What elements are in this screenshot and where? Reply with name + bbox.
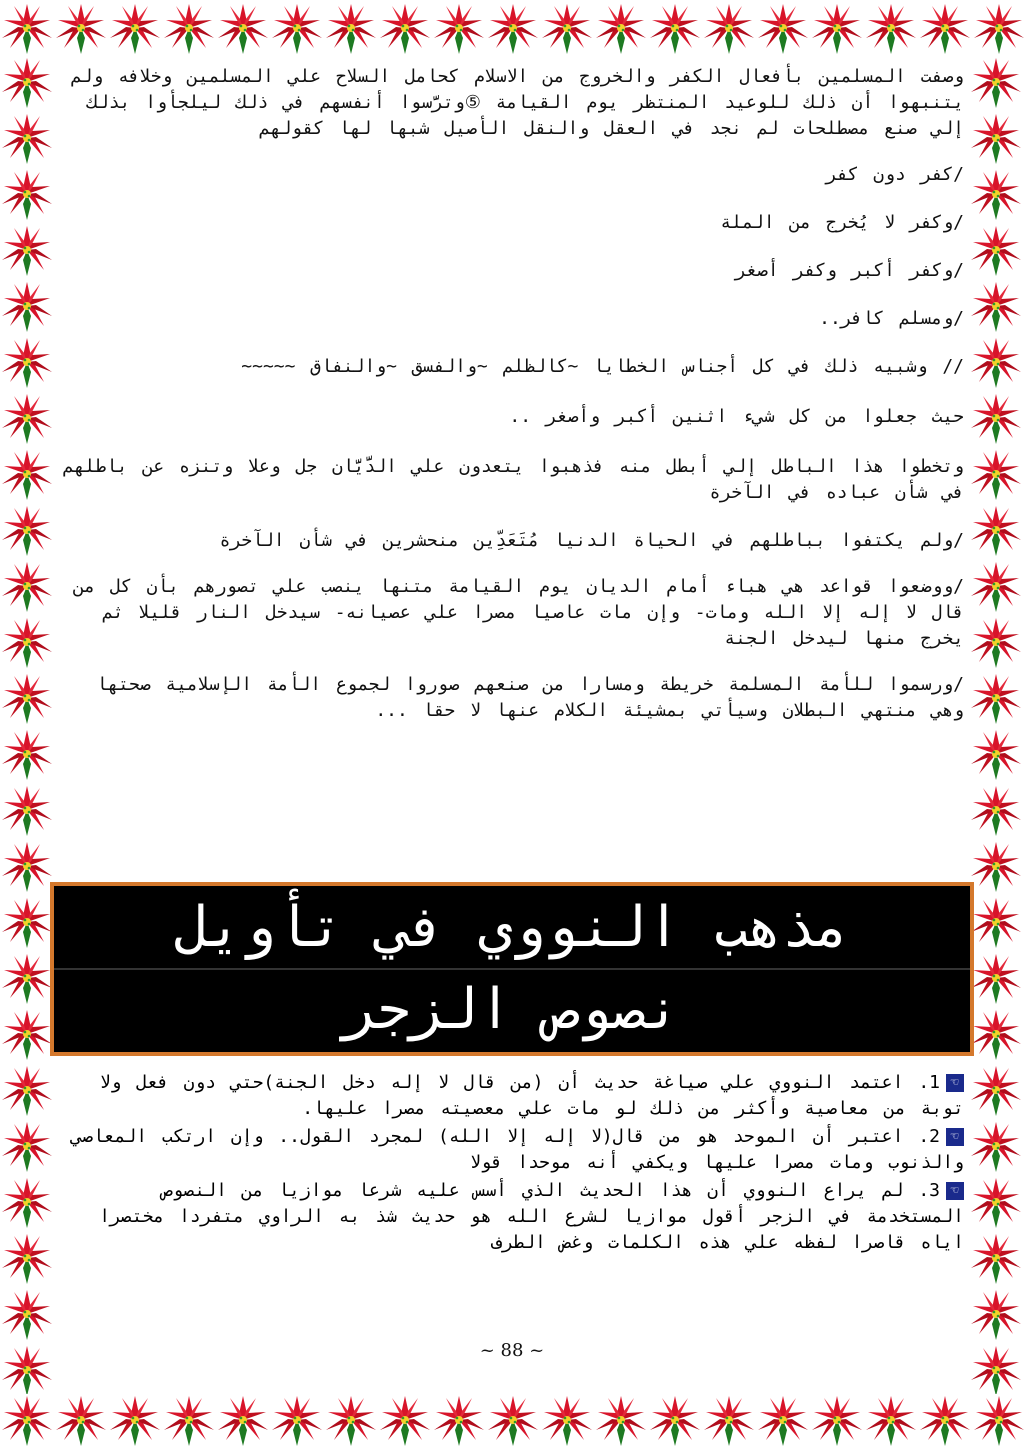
poinsettia-icon — [918, 0, 972, 56]
poinsettia-icon — [540, 0, 594, 56]
list-item — [58, 1124, 964, 1176]
poinsettia-icon — [0, 1006, 54, 1062]
poinsettia-icon — [378, 0, 432, 56]
poinsettia-icon — [0, 222, 54, 278]
paragraph: /ورسموا للأمة المسلمة خريطة ومسارا من صنعهم صوروا لجموع الأمة الإسلامية صحتها وهي منتهي البطلان وسيأتي بمشيئة الكلام عنها لا حقا ... — [96, 674, 964, 721]
item-number: 3. — [918, 1180, 940, 1201]
poinsettia-icon — [972, 1392, 1024, 1448]
poinsettia-icon — [969, 950, 1023, 1006]
poinsettia-icon — [594, 0, 648, 56]
poinsettia-icon — [969, 1118, 1023, 1174]
poinsettia-icon — [969, 782, 1023, 838]
poinsettia-icon — [270, 0, 324, 56]
border-top — [0, 0, 1024, 62]
poinsettia-icon — [969, 502, 1023, 558]
poinsettia-icon — [0, 1230, 54, 1286]
paragraph: // وشبيه ذلك في كل أجناس الخطايا ~كالظلم ~والفسق ~والنفاق ~~~~~ — [241, 356, 964, 377]
poinsettia-icon — [864, 1392, 918, 1448]
poinsettia-icon — [432, 0, 486, 56]
numbered-list — [58, 1070, 964, 1258]
poinsettia-icon — [0, 1392, 54, 1448]
poinsettia-icon — [0, 894, 54, 950]
item-text: لم يراع النووي أن هذا الحديث الذي أسس عليه شرعا موازيا من النصوص المستخدمة في الزجر أقول موازيا لشرع الله هو حديث شذ به الراوي متفردا مختصرا اياه قاصرا لفظه علي هذه الكلمات وغض الطرف — [99, 1180, 964, 1253]
paragraph: وتخطوا هذا الباطل إلي أبطل منه فذهبوا يتعدون علي الدَّيَّان جل وعلا وتنزه عن باطلهم في شأن عباده في الآخرة — [62, 456, 964, 503]
paragraph: حيث جعلوا من كل شيء اثنين أكبر وأصغر .. — [509, 406, 964, 427]
poinsettia-icon — [648, 0, 702, 56]
paragraph: /كفر دون كفر — [825, 164, 964, 185]
heading-line-2: نصوص الزجر — [343, 977, 681, 1042]
poinsettia-icon — [969, 670, 1023, 726]
poinsettia-icon — [969, 1286, 1023, 1342]
poinsettia-icon — [108, 1392, 162, 1448]
poinsettia-icon — [0, 558, 54, 614]
poinsettia-icon — [969, 558, 1023, 614]
border-left — [0, 54, 55, 1394]
item-number: 2. — [918, 1126, 940, 1147]
page-number: ~ 88 ~ — [479, 1340, 545, 1361]
paragraph: /وكفر أكبر وكفر أصغر — [735, 260, 964, 281]
poinsettia-icon — [969, 894, 1023, 950]
poinsettia-icon — [0, 278, 54, 334]
poinsettia-icon — [969, 54, 1023, 110]
poinsettia-icon — [0, 390, 54, 446]
poinsettia-icon — [0, 670, 54, 726]
poinsettia-icon — [969, 390, 1023, 446]
poinsettia-icon — [0, 726, 54, 782]
poinsettia-icon — [702, 0, 756, 56]
poinsettia-icon — [0, 1286, 54, 1342]
poinsettia-icon — [216, 0, 270, 56]
item-number: 1. — [918, 1072, 940, 1093]
paragraph: /ووضعوا قواعد هي هباء أمام الديان يوم القيامة متنها ينصب علي تصورهم بأن كل من قال لا إله إلا الله ومات- وإن مات عاصيا مصرا علي عصيانه- سيدخل النار قليلا ثم يخرج منها ليدخل الجنة — [73, 576, 964, 649]
poinsettia-icon — [0, 950, 54, 1006]
poinsettia-icon — [0, 54, 54, 110]
poinsettia-icon — [0, 614, 54, 670]
poinsettia-icon — [594, 1392, 648, 1448]
item-text: اعتبر أن الموحد هو من قال(لا إله إلا الله) لمجرد القول.. وإن ارتكب المعاصي والذنوب ومات مصرا عليها ويكفي أنه موحدا قولا — [71, 1126, 964, 1173]
poinsettia-icon — [918, 1392, 972, 1448]
poinsettia-icon — [378, 1392, 432, 1448]
heading-line-1: مذهب النووي في تأويل — [174, 895, 850, 960]
poinsettia-icon — [162, 0, 216, 56]
poinsettia-icon — [969, 222, 1023, 278]
item-text: اعتمد النووي علي صياغة حديث أن (من قال لا إله دخل الجنة)حتي دون فعل ولا توبة من معاصية وأكثر من ذلك لو مات علي معصيته مصرا عليها. — [99, 1072, 964, 1119]
poinsettia-icon — [0, 1118, 54, 1174]
poinsettia-icon — [54, 0, 108, 56]
poinsettia-icon — [486, 1392, 540, 1448]
paragraph: وصفت المسلمين بأفعال الكفر والخروج من الاسلام كحامل السلاح علي المسلمين وخلافه ولم يتنبهوا أن ذلك للوعيد المنتظر يوم القيامة ⑤وترَّسوا أنفسهم في ذلك ليلجأوا بذلك إلي صنع مصطلحات لم نجد في العقل والنقل الأصيل شبها لها كقولهم — [70, 66, 964, 139]
poinsettia-icon — [756, 1392, 810, 1448]
poinsettia-icon — [969, 110, 1023, 166]
pointing-hand-icon: ☜ — [946, 1074, 964, 1092]
poinsettia-icon — [0, 334, 54, 390]
list-item — [58, 1070, 964, 1122]
poinsettia-icon — [486, 0, 540, 56]
list-item — [58, 1178, 964, 1256]
poinsettia-icon — [0, 782, 54, 838]
poinsettia-icon — [0, 166, 54, 222]
poinsettia-icon — [0, 1174, 54, 1230]
poinsettia-icon — [54, 1392, 108, 1448]
poinsettia-icon — [969, 1006, 1023, 1062]
poinsettia-icon — [216, 1392, 270, 1448]
section-heading — [50, 882, 974, 1056]
poinsettia-icon — [969, 334, 1023, 390]
poinsettia-icon — [969, 166, 1023, 222]
poinsettia-icon — [270, 1392, 324, 1448]
poinsettia-icon — [648, 1392, 702, 1448]
poinsettia-icon — [540, 1392, 594, 1448]
poinsettia-icon — [162, 1392, 216, 1448]
border-bottom — [0, 1392, 1024, 1449]
poinsettia-icon — [324, 1392, 378, 1448]
paragraph: /وكفر لا يُخرج من الملة — [720, 212, 964, 233]
poinsettia-icon — [0, 502, 54, 558]
poinsettia-icon — [969, 1230, 1023, 1286]
pointing-hand-icon: ☜ — [946, 1182, 964, 1200]
poinsettia-icon — [969, 1174, 1023, 1230]
poinsettia-icon — [969, 726, 1023, 782]
poinsettia-icon — [969, 1062, 1023, 1118]
poinsettia-icon — [0, 110, 54, 166]
poinsettia-icon — [969, 614, 1023, 670]
pointing-hand-icon: ☜ — [946, 1128, 964, 1146]
poinsettia-icon — [432, 1392, 486, 1448]
border-right — [969, 54, 1024, 1394]
poinsettia-icon — [0, 0, 54, 56]
poinsettia-icon — [108, 0, 162, 56]
paragraph: /ولم يكتفوا بباطلهم في الحياة الدنيا مُتَعَدِّين منحشرين في شأن الآخرة — [219, 530, 964, 551]
poinsettia-icon — [972, 0, 1024, 56]
paragraph: /ومسلم كافر.. — [819, 308, 964, 329]
poinsettia-icon — [756, 0, 810, 56]
poinsettia-icon — [969, 838, 1023, 894]
poinsettia-icon — [324, 0, 378, 56]
poinsettia-icon — [810, 1392, 864, 1448]
poinsettia-icon — [969, 278, 1023, 334]
poinsettia-icon — [0, 1062, 54, 1118]
poinsettia-icon — [864, 0, 918, 56]
poinsettia-icon — [0, 446, 54, 502]
poinsettia-icon — [969, 446, 1023, 502]
poinsettia-icon — [702, 1392, 756, 1448]
poinsettia-icon — [0, 838, 54, 894]
poinsettia-icon — [810, 0, 864, 56]
